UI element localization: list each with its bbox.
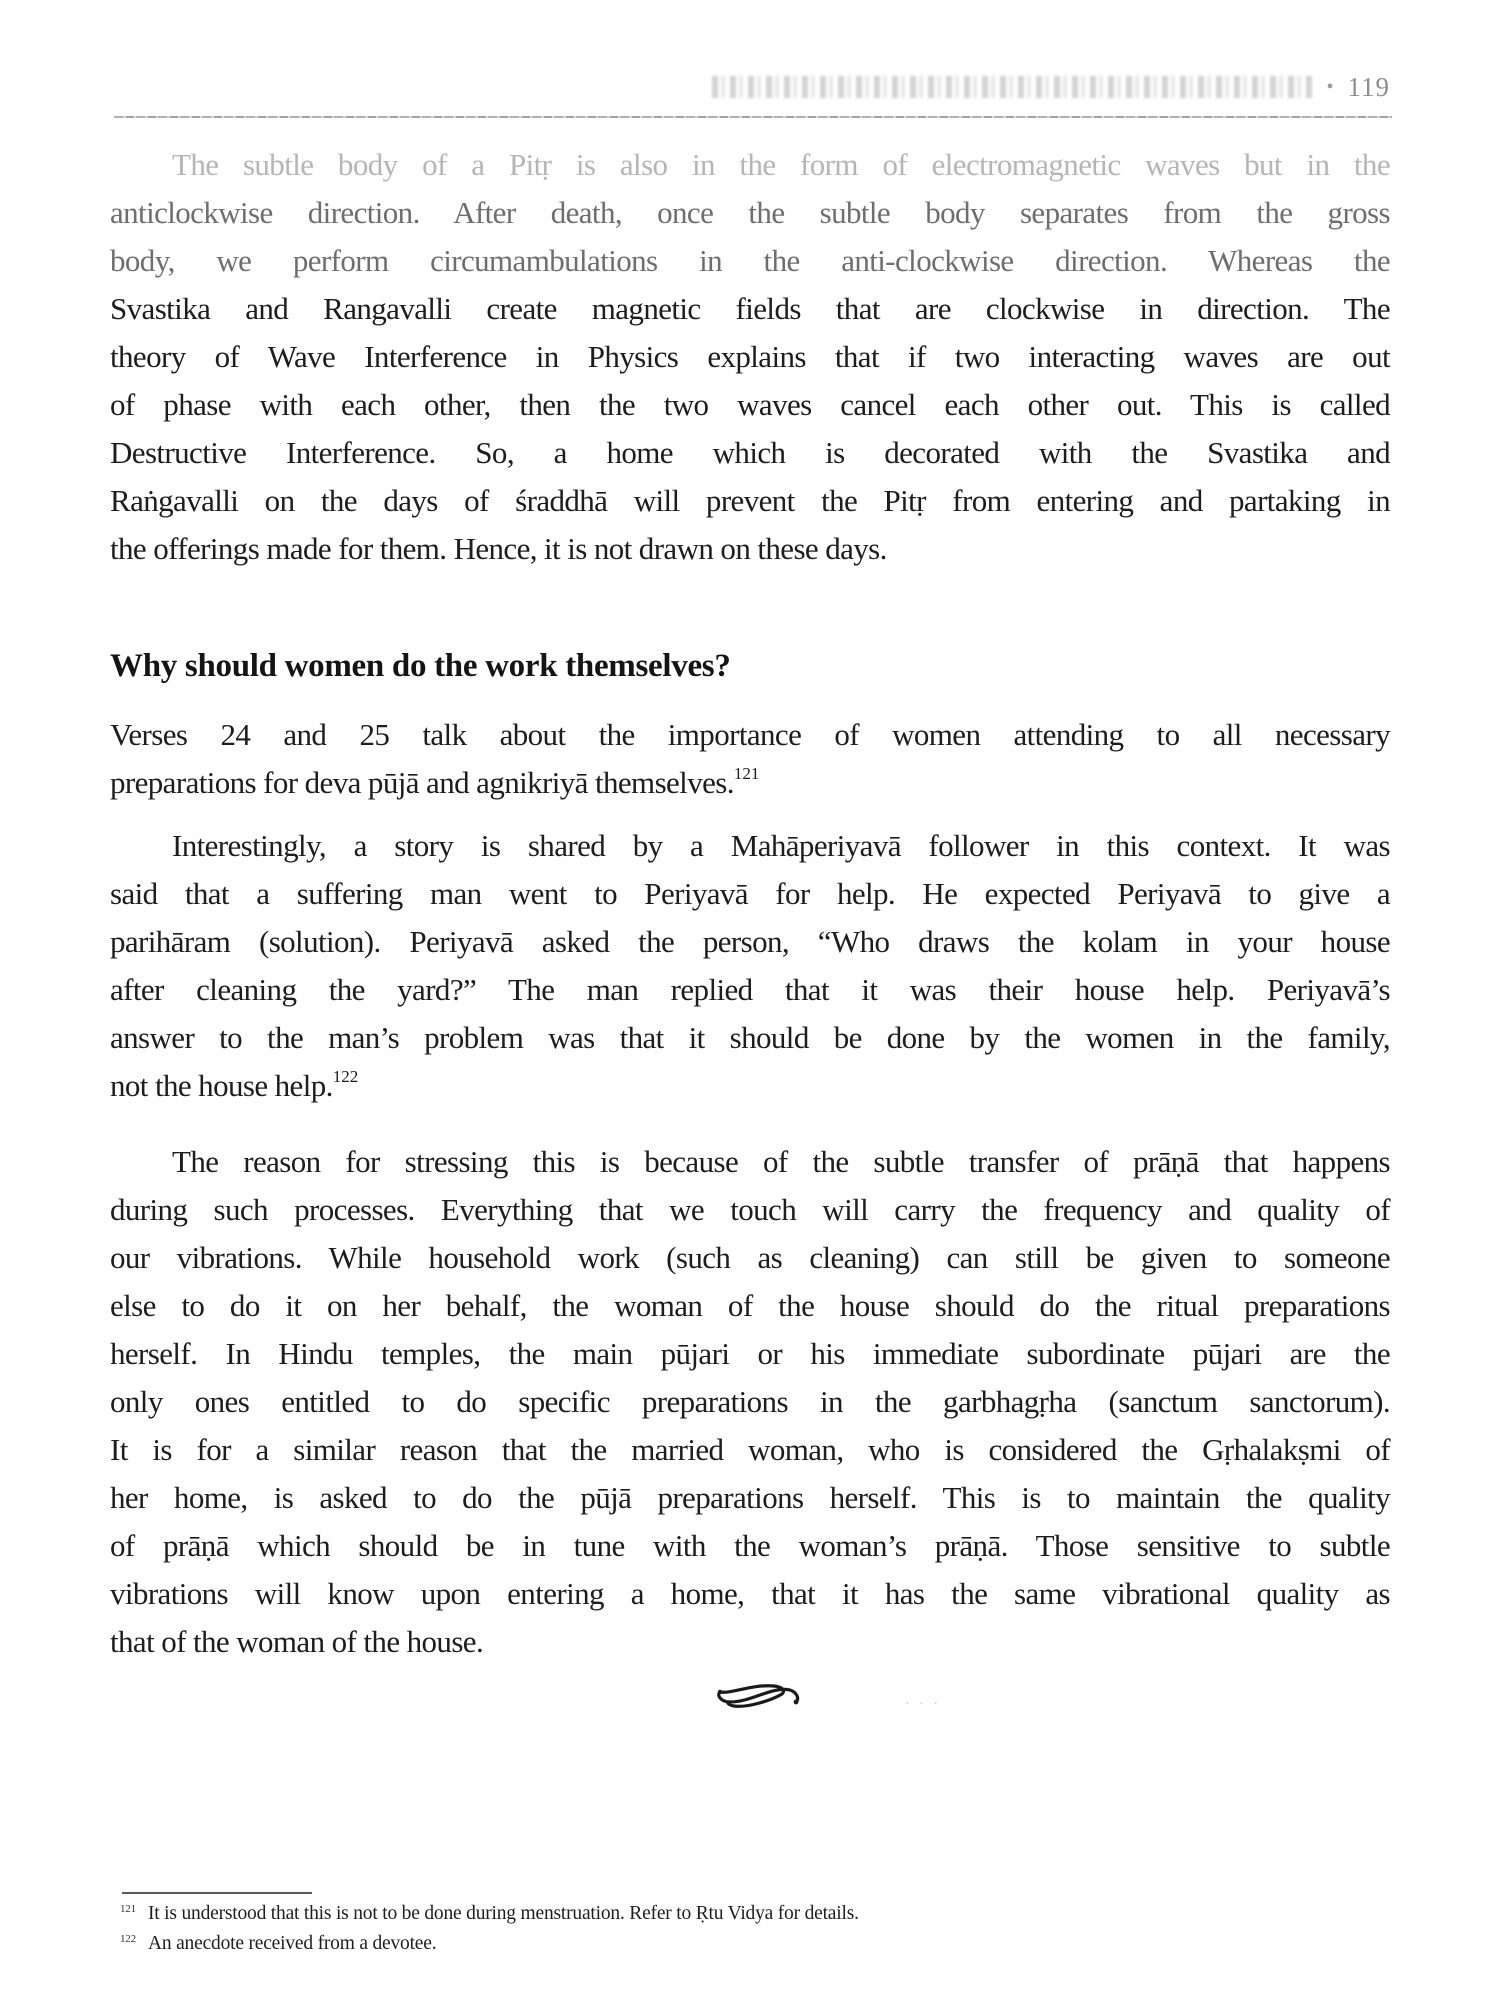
footnotes <box>110 1900 1210 1960</box>
footnote-text: It is understood that this is not to be done during menstruation. Refer to Ṛtu Vidya for details. <box>148 1903 859 1924</box>
text-line: theory of Wave Interference in Physics explains that if two interacting waves are out <box>110 339 1390 374</box>
text-line: during such processes. Everything that we touch will carry the frequency and quality of <box>110 1192 1390 1227</box>
footnote-number: 121 <box>120 1903 136 1915</box>
section-end-flourish-icon <box>712 1678 802 1718</box>
text-line: Verses 24 and 25 talk about the importance of women attending to all necessary <box>110 717 1390 752</box>
scan-speck: · · · <box>905 1697 941 1712</box>
footnote-number: 122 <box>120 1933 136 1945</box>
text-line: of prāṇā which should be in tune with the woman’s prāṇā. Those sensitive to subtle <box>110 1528 1390 1563</box>
text-line: Svastika and Rangavalli create magnetic fields that are clockwise in direction. The <box>110 291 1390 326</box>
footnote-121 <box>110 1900 1210 1930</box>
text-line: vibrations will know upon entering a home, that it has the same vibrational quality as <box>110 1576 1390 1611</box>
text-line: Raṅgavalli on the days of śraddhā will prevent the Pitṛ from entering and partaking in <box>110 483 1390 518</box>
text-line: her home, is asked to do the pūjā preparations herself. This is to maintain the quality <box>110 1480 1390 1515</box>
text-line-content: preparations for deva pūjā and agnikriyā themselves. <box>110 765 734 800</box>
text-line: anticlockwise direction. After death, once the subtle body separates from the gross <box>110 195 1390 230</box>
header-rule <box>114 116 1392 118</box>
paragraph-pitr-subtle-body <box>110 141 1390 573</box>
text-line: else to do it on her behalf, the woman of the house should do the ritual preparations <box>110 1288 1390 1323</box>
text-line: of phase with each other, then the two waves cancel each other out. This is called <box>110 387 1390 422</box>
paragraph-mahaperiyava-story <box>110 822 1390 1110</box>
text-line: The subtle body of a Pitṛ is also in the form of electromagnetic waves but in the <box>172 147 1390 182</box>
text-line: herself. In Hindu temples, the main pūjari or his immediate subordinate pūjari are the <box>110 1336 1390 1371</box>
text-line-content: not the house help. <box>110 1068 333 1103</box>
footnote-122 <box>110 1930 1210 1960</box>
running-head-bullet: • <box>1326 76 1334 98</box>
section-heading: Why should women do the work themselves? <box>110 648 731 684</box>
footnote-reference-122[interactable]: 122 <box>332 1067 359 1086</box>
running-head-title-illegible <box>712 76 1312 98</box>
text-line: It is for a similar reason that the married woman, who is considered the Gṛhalakṣmi of <box>110 1432 1390 1467</box>
text-line <box>110 759 1390 807</box>
text-line: Destructive Interference. So, a home which is decorated with the Svastika and <box>110 435 1390 470</box>
text-line: parihāram (solution). Periyavā asked the person, “Who draws the kolam in your house <box>110 924 1390 959</box>
page-number: 119 <box>1347 72 1390 102</box>
footnote-text: An anecdote received from a devotee. <box>148 1933 437 1954</box>
running-head <box>712 66 1390 102</box>
text-line <box>110 1062 1390 1110</box>
text-line: body, we perform circumambulations in the anti-clockwise direction. Whereas the <box>110 243 1390 278</box>
text-line: after cleaning the yard?” The man replied that it was their house help. Periyavā’s <box>110 972 1390 1007</box>
text-line: Interestingly, a story is shared by a Mahāperiyavā follower in this context. It was <box>172 828 1390 863</box>
text-line: only ones entitled to do specific preparations in the garbhagṛha (sanctum sanctorum). <box>110 1384 1390 1419</box>
footnote-rule <box>122 1892 312 1894</box>
text-line: said that a suffering man went to Periyavā for help. He expected Periyavā to give a <box>110 876 1390 911</box>
text-line: The reason for stressing this is because of the subtle transfer of prāṇā that happens <box>172 1144 1390 1179</box>
paragraph-verses-24-25 <box>110 711 1390 807</box>
text-line: the offerings made for them. Hence, it is not drawn on these days. <box>110 531 887 566</box>
paragraph-prana-transfer <box>110 1138 1390 1666</box>
text-line: answer to the man’s problem was that it should be done by the women in the family, <box>110 1020 1390 1055</box>
footnote-reference-121[interactable]: 121 <box>733 764 760 783</box>
text-line: that of the woman of the house. <box>110 1624 484 1659</box>
text-line: our vibrations. While household work (such as cleaning) can still be given to someone <box>110 1240 1390 1275</box>
